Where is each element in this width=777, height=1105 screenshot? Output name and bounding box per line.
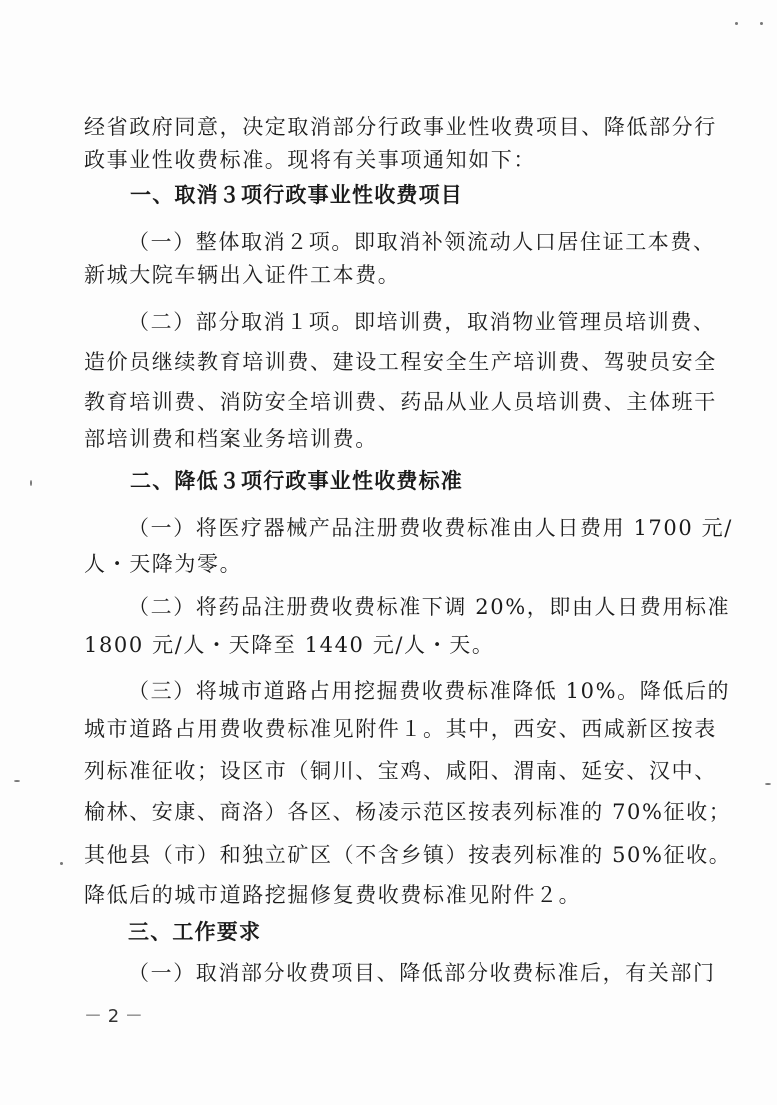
section-heading-2: 二、降低３项行政事业性收费标准 <box>130 469 463 493</box>
body-line-6: （二）部分取消１项。即培训费，取消物业管理员培训费、 <box>128 310 716 334</box>
body-line-11: （一）将医疗器械产品注册费收费标准由人日费用 1700 元/ <box>128 516 733 540</box>
body-line-12: 人・天降为零。 <box>84 552 243 576</box>
body-line-4: （一）整体取消２项。即取消补领流动人口居住证工本费、 <box>128 230 716 254</box>
body-line-2: 政事业性收费标准。现将有关事项通知如下： <box>84 148 536 172</box>
scan-speck <box>60 862 63 865</box>
body-line-17: 列标准征收；设区市（铜川、宝鸡、咸阳、渭南、延安、汉中、 <box>84 759 717 783</box>
body-line-7: 造价员继续教育培训费、建设工程安全生产培训费、驾驶员安全 <box>84 350 717 374</box>
body-line-14: 1800 元/人・天降至 1440 元/人・天。 <box>84 633 495 657</box>
scan-speck <box>14 780 20 782</box>
scan-speck <box>760 22 763 25</box>
scan-speck <box>30 480 32 486</box>
scan-speck <box>735 22 738 25</box>
body-line-18: 榆林、安康、商洛）各区、杨凌示范区按表列标准的 70%征收； <box>84 800 732 824</box>
body-line-9: 部培训费和档案业务培训费。 <box>84 427 378 451</box>
scan-speck <box>765 783 771 785</box>
body-line-15: （三）将城市道路占用挖掘费收费标准降低 10%。降低后的 <box>128 679 731 703</box>
body-line-13: （二）将药品注册费收费标准下调 20%，即由人日费用标准 <box>128 595 731 619</box>
body-line-22: （一）取消部分收费项目、降低部分收费标准后，有关部门 <box>128 961 716 985</box>
page-number: － 2 － <box>84 1006 143 1027</box>
section-heading-3: 三、工作要求 <box>128 920 262 944</box>
body-line-20: 降低后的城市道路挖掘修复费收费标准见附件２。 <box>84 883 582 907</box>
body-line-8: 教育培训费、消防安全培训费、药品从业人员培训费、主体班干 <box>84 390 717 414</box>
body-line-1: 经省政府同意，决定取消部分行政事业性收费项目、降低部分行 <box>84 115 717 139</box>
section-heading-1: 一、取消３项行政事业性收费项目 <box>130 183 463 207</box>
body-line-19: 其他县（市）和独立矿区（不含乡镇）按表列标准的 50%征收。 <box>84 843 732 867</box>
body-line-16: 城市道路占用费收费标准见附件１。其中，西安、西咸新区按表 <box>84 717 717 741</box>
body-line-5: 新城大院车辆出入证件工本费。 <box>84 263 401 287</box>
